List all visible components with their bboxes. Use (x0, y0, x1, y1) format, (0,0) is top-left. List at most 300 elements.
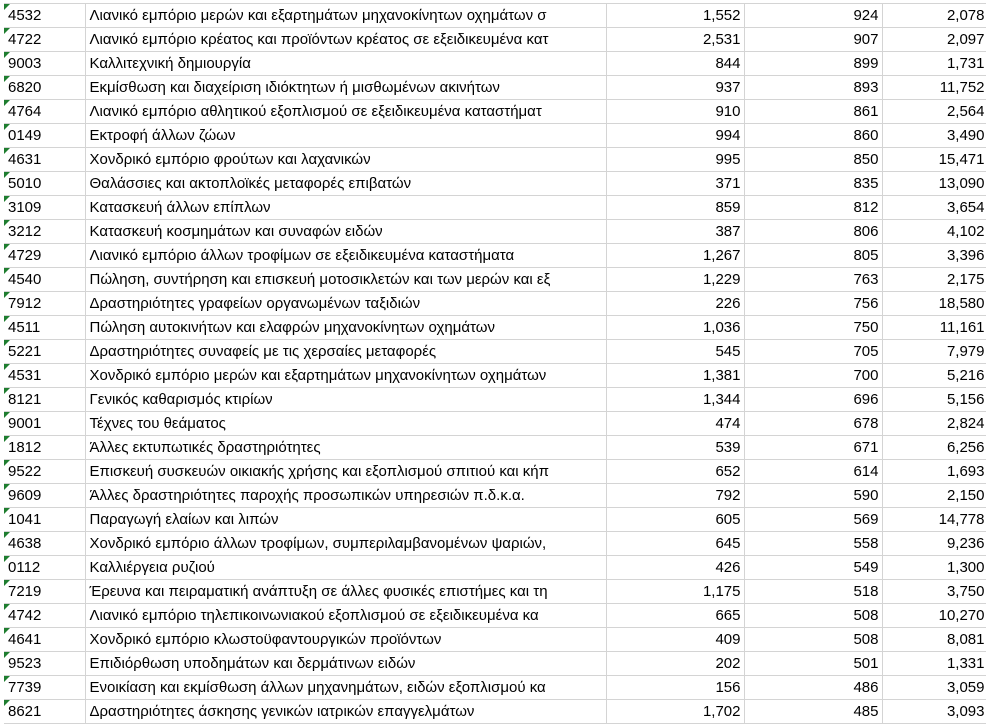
cell-activity-description[interactable] (85, 412, 606, 436)
table-row (4, 484, 986, 508)
cell-activity-code[interactable] (4, 4, 85, 28)
cell-text: 756 (853, 295, 879, 312)
number-stored-as-text-indicator-icon[interactable] (4, 76, 10, 82)
cell-value-a[interactable] (606, 100, 744, 124)
cell-text: 3,750 (946, 583, 985, 600)
cell-value-a[interactable] (606, 532, 744, 556)
cell-value-c[interactable] (882, 4, 986, 28)
cell-text: 1,229 (702, 271, 741, 288)
cell-activity-description[interactable] (85, 172, 606, 196)
cell-activity-description[interactable] (85, 484, 606, 508)
cell-text: 4729 (8, 247, 42, 264)
cell-text: Λιανικό εμπόριο μερών και εξαρτημάτων μηχανοκίνητων οχημάτων σ (89, 7, 547, 24)
cell-text: 4511 (8, 319, 41, 336)
cell-value-a[interactable] (606, 196, 744, 220)
cell-activity-code[interactable] (4, 580, 85, 604)
cell-text: 835 (853, 175, 879, 192)
cell-value-c[interactable] (882, 460, 986, 484)
table-row (4, 604, 986, 628)
cell-text: 1,702 (702, 703, 741, 720)
cell-activity-code[interactable] (4, 148, 85, 172)
cell-value-c[interactable] (882, 124, 986, 148)
table-row (4, 52, 986, 76)
cell-activity-code[interactable] (4, 52, 85, 76)
cell-text: 696 (853, 391, 879, 408)
cell-value-a[interactable] (606, 460, 744, 484)
table-row (4, 4, 986, 28)
cell-value-c[interactable] (882, 412, 986, 436)
cell-text: 8121 (8, 391, 42, 408)
cell-text: 18,580 (938, 295, 985, 312)
cell-value-a[interactable] (606, 268, 744, 292)
cell-text: 861 (853, 103, 879, 120)
cell-text: 14,778 (938, 511, 985, 528)
cell-text: 893 (853, 79, 879, 96)
cell-value-a[interactable] (606, 436, 744, 460)
cell-text: 0149 (8, 127, 42, 144)
number-stored-as-text-indicator-icon[interactable] (4, 340, 10, 346)
cell-text: 9,236 (946, 535, 985, 552)
cell-text: 7739 (8, 679, 42, 696)
number-stored-as-text-indicator-icon[interactable] (4, 196, 10, 202)
cell-value-c[interactable] (882, 508, 986, 532)
cell-value-a[interactable] (606, 484, 744, 508)
cell-value-c[interactable] (882, 556, 986, 580)
cell-value-b[interactable] (744, 76, 882, 100)
cell-value-b[interactable] (744, 4, 882, 28)
cell-value-c[interactable] (882, 340, 986, 364)
number-stored-as-text-indicator-icon[interactable] (4, 484, 10, 490)
table-row (4, 412, 986, 436)
cell-activity-code[interactable] (4, 292, 85, 316)
cell-text: Χονδρικό εμπόριο κλωστοϋφαντουργικών προϊόντων (89, 631, 442, 648)
cell-value-c[interactable] (882, 676, 986, 700)
cell-value-b[interactable] (744, 580, 882, 604)
number-stored-as-text-indicator-icon[interactable] (4, 700, 10, 706)
cell-value-b[interactable] (744, 340, 882, 364)
number-stored-as-text-indicator-icon[interactable] (4, 460, 10, 466)
cell-text: Έρευνα και πειραματική ανάπτυξη σε άλλες φυσικές επιστήμες και τη (89, 583, 548, 600)
cell-value-b[interactable] (744, 100, 882, 124)
cell-value-b[interactable] (744, 604, 882, 628)
cell-value-c[interactable] (882, 436, 986, 460)
cell-text: Δραστηριότητες γραφείων οργανωμένων ταξιδιών (89, 295, 421, 312)
cell-text: 387 (715, 223, 741, 240)
number-stored-as-text-indicator-icon[interactable] (4, 28, 10, 34)
cell-text: Λιανικό εμπόριο κρέατος και προϊόντων κρέατος σε εξειδικευμένα κατ (89, 31, 549, 48)
cell-text: 8621 (8, 703, 42, 720)
cell-text: 859 (715, 199, 741, 216)
cell-text: 11,752 (939, 79, 985, 96)
cell-activity-code[interactable] (4, 316, 85, 340)
cell-value-a[interactable] (606, 244, 744, 268)
cell-activity-code[interactable] (4, 76, 85, 100)
cell-activity-description[interactable] (85, 460, 606, 484)
cell-value-c[interactable] (882, 580, 986, 604)
cell-activity-description[interactable] (85, 340, 606, 364)
cell-text: 805 (853, 247, 879, 264)
cell-value-b[interactable] (744, 388, 882, 412)
cell-text: 4,102 (946, 223, 985, 240)
cell-activity-description[interactable] (85, 508, 606, 532)
cell-value-c[interactable] (882, 268, 986, 292)
cell-text: 5221 (8, 343, 42, 360)
cell-activity-description[interactable] (85, 76, 606, 100)
cell-text: Παραγωγή ελαίων και λιπών (89, 511, 279, 528)
cell-value-c[interactable] (882, 652, 986, 676)
cell-value-c[interactable] (882, 316, 986, 340)
cell-activity-code[interactable] (4, 436, 85, 460)
cell-value-a[interactable] (606, 316, 744, 340)
table-row (4, 28, 986, 52)
cell-value-a[interactable] (606, 4, 744, 28)
cell-value-b[interactable] (744, 148, 882, 172)
cell-activity-description[interactable] (85, 604, 606, 628)
number-stored-as-text-indicator-icon[interactable] (4, 652, 10, 658)
cell-value-c[interactable] (882, 700, 986, 724)
cell-text: 3,654 (946, 199, 985, 216)
cell-value-c[interactable] (882, 532, 986, 556)
cell-text: 3,490 (946, 127, 985, 144)
cell-text: 907 (853, 31, 879, 48)
cell-activity-code[interactable] (4, 268, 85, 292)
cell-text: Δραστηριότητες άσκησης γενικών ιατρικών επαγγελμάτων (89, 703, 475, 720)
number-stored-as-text-indicator-icon[interactable] (4, 292, 10, 298)
cell-value-a[interactable] (606, 700, 744, 724)
cell-text: Λιανικό εμπόριο τηλεπικοινωνιακού εξοπλισμού σε εξειδικευμένα κα (89, 607, 539, 624)
cell-value-c[interactable] (882, 292, 986, 316)
cell-value-a[interactable] (606, 388, 744, 412)
cell-text: 899 (853, 55, 879, 72)
cell-activity-description[interactable] (85, 700, 606, 724)
cell-activity-description[interactable] (85, 100, 606, 124)
cell-text: 4531 (8, 367, 42, 384)
cell-value-b[interactable] (744, 244, 882, 268)
cell-value-b[interactable] (744, 28, 882, 52)
cell-value-c[interactable] (882, 28, 986, 52)
cell-text: 700 (853, 367, 879, 384)
cell-text: 13,090 (938, 175, 985, 192)
number-stored-as-text-indicator-icon[interactable] (4, 364, 10, 370)
cell-value-b[interactable] (744, 364, 882, 388)
number-stored-as-text-indicator-icon[interactable] (4, 124, 10, 130)
cell-text: Χονδρικό εμπόριο φρούτων και λαχανικών (89, 151, 371, 168)
cell-activity-description[interactable] (85, 52, 606, 76)
cell-activity-code[interactable] (4, 700, 85, 724)
cell-text: 2,175 (946, 271, 985, 288)
number-stored-as-text-indicator-icon[interactable] (4, 532, 10, 538)
cell-text: Λιανικό εμπόριο άλλων τροφίμων σε εξειδικευμένα καταστήματα (89, 247, 515, 264)
cell-text: Εκτροφή άλλων ζώων (89, 127, 236, 144)
cell-text: 4742 (8, 607, 42, 624)
cell-value-b[interactable] (744, 316, 882, 340)
cell-value-b[interactable] (744, 196, 882, 220)
table-row (4, 388, 986, 412)
cell-text: 1,036 (702, 319, 741, 336)
cell-activity-description[interactable] (85, 124, 606, 148)
cell-activity-code[interactable] (4, 556, 85, 580)
cell-activity-code[interactable] (4, 676, 85, 700)
cell-text: 806 (853, 223, 879, 240)
cell-text: Γενικός καθαρισμός κτιρίων (89, 391, 273, 408)
cell-value-c[interactable] (882, 364, 986, 388)
number-stored-as-text-indicator-icon[interactable] (4, 388, 10, 394)
cell-activity-description[interactable] (85, 556, 606, 580)
cell-activity-description[interactable] (85, 196, 606, 220)
cell-activity-description[interactable] (85, 652, 606, 676)
cell-value-c[interactable] (882, 628, 986, 652)
cell-activity-code[interactable] (4, 412, 85, 436)
number-stored-as-text-indicator-icon[interactable] (4, 628, 10, 634)
table-row (4, 244, 986, 268)
cell-value-b[interactable] (744, 556, 882, 580)
cell-value-b[interactable] (744, 436, 882, 460)
cell-text: 518 (853, 583, 879, 600)
cell-text: Θαλάσσιες και ακτοπλοϊκές μεταφορές επιβατών (89, 175, 412, 192)
cell-value-a[interactable] (606, 580, 744, 604)
number-stored-as-text-indicator-icon[interactable] (4, 148, 10, 154)
number-stored-as-text-indicator-icon[interactable] (4, 52, 10, 58)
cell-text: 371 (715, 175, 741, 192)
table-row (4, 148, 986, 172)
cell-activity-code[interactable] (4, 28, 85, 52)
cell-text: 645 (715, 535, 741, 552)
cell-text: 3,093 (946, 703, 985, 720)
cell-text: 3,396 (946, 247, 985, 264)
cell-value-b[interactable] (744, 412, 882, 436)
cell-text: 508 (853, 631, 879, 648)
table-row (4, 340, 986, 364)
cell-text: 605 (715, 511, 741, 528)
number-stored-as-text-indicator-icon[interactable] (4, 172, 10, 178)
number-stored-as-text-indicator-icon[interactable] (4, 508, 10, 514)
cell-text: Τέχνες του θεάματος (89, 415, 226, 432)
table-row (4, 580, 986, 604)
cell-value-c[interactable] (882, 76, 986, 100)
cell-text: 0112 (8, 559, 41, 576)
cell-value-a[interactable] (606, 172, 744, 196)
cell-text: 1,267 (702, 247, 741, 264)
cell-text: 226 (715, 295, 741, 312)
cell-activity-description[interactable] (85, 364, 606, 388)
cell-value-a[interactable] (606, 148, 744, 172)
cell-value-c[interactable] (882, 172, 986, 196)
cell-value-a[interactable] (606, 220, 744, 244)
cell-value-a[interactable] (606, 28, 744, 52)
table-row (4, 508, 986, 532)
cell-text: 4764 (8, 103, 42, 120)
cell-text: 2,097 (946, 31, 985, 48)
cell-value-b[interactable] (744, 292, 882, 316)
cell-text: 426 (715, 559, 741, 576)
cell-activity-description[interactable] (85, 268, 606, 292)
cell-value-b[interactable] (744, 532, 882, 556)
cell-text: 4631 (8, 151, 42, 168)
cell-text: Καλλιτεχνική δημιουργία (89, 55, 251, 72)
cell-value-b[interactable] (744, 652, 882, 676)
table-row (4, 292, 986, 316)
cell-text: 9523 (8, 655, 42, 672)
cell-activity-code[interactable] (4, 604, 85, 628)
cell-text: 994 (715, 127, 741, 144)
table-row (4, 316, 986, 340)
number-stored-as-text-indicator-icon[interactable] (4, 676, 10, 682)
cell-text: 1,381 (702, 367, 741, 384)
cell-activity-code[interactable] (4, 532, 85, 556)
cell-activity-code[interactable] (4, 364, 85, 388)
number-stored-as-text-indicator-icon[interactable] (4, 4, 10, 10)
cell-activity-code[interactable] (4, 388, 85, 412)
cell-value-a[interactable] (606, 76, 744, 100)
cell-text: 486 (853, 679, 879, 696)
table-row (4, 532, 986, 556)
cell-value-a[interactable] (606, 604, 744, 628)
cell-text: Δραστηριότητες συναφείς με τις χερσαίες μεταφορές (89, 343, 437, 360)
cell-activity-code[interactable] (4, 340, 85, 364)
cell-text: Εκμίσθωση και διαχείριση ιδιόκτητων ή μισθωμένων ακινήτων (89, 79, 500, 96)
cell-value-b[interactable] (744, 460, 882, 484)
cell-value-a[interactable] (606, 364, 744, 388)
number-stored-as-text-indicator-icon[interactable] (4, 412, 10, 418)
cell-activity-description[interactable] (85, 436, 606, 460)
number-stored-as-text-indicator-icon[interactable] (4, 604, 10, 610)
cell-text: Πώληση, συντήρηση και επισκευή μοτοσικλετών και των μερών και εξ (89, 271, 551, 288)
table-row (4, 268, 986, 292)
table-row (4, 700, 986, 724)
cell-value-a[interactable] (606, 412, 744, 436)
cell-text: 910 (715, 103, 741, 120)
number-stored-as-text-indicator-icon[interactable] (4, 220, 10, 226)
cell-activity-code[interactable] (4, 244, 85, 268)
cell-value-b[interactable] (744, 172, 882, 196)
number-stored-as-text-indicator-icon[interactable] (4, 316, 10, 322)
cell-activity-description[interactable] (85, 388, 606, 412)
cell-activity-description[interactable] (85, 316, 606, 340)
cell-value-b[interactable] (744, 676, 882, 700)
cell-text: 1,331 (946, 655, 985, 672)
cell-activity-code[interactable] (4, 628, 85, 652)
cell-text: 474 (715, 415, 741, 432)
number-stored-as-text-indicator-icon[interactable] (4, 580, 10, 586)
cell-activity-code[interactable] (4, 196, 85, 220)
cell-text: Χονδρικό εμπόριο μερών και εξαρτημάτων μηχανοκίνητων οχημάτων (89, 367, 547, 384)
cell-text: 549 (853, 559, 879, 576)
number-stored-as-text-indicator-icon[interactable] (4, 268, 10, 274)
cell-text: Κατασκευή άλλων επίπλων (89, 199, 271, 216)
table-row (4, 76, 986, 100)
cell-activity-code[interactable] (4, 652, 85, 676)
table-row (4, 676, 986, 700)
cell-text: 2,564 (946, 103, 985, 120)
cell-value-a[interactable] (606, 628, 744, 652)
number-stored-as-text-indicator-icon[interactable] (4, 244, 10, 250)
cell-text: 937 (715, 79, 741, 96)
cell-activity-description[interactable] (85, 628, 606, 652)
cell-value-b[interactable] (744, 628, 882, 652)
cell-value-c[interactable] (882, 148, 986, 172)
cell-activity-code[interactable] (4, 220, 85, 244)
cell-activity-description[interactable] (85, 244, 606, 268)
cell-value-a[interactable] (606, 340, 744, 364)
cell-text: Καλλιέργεια ρυζιού (89, 559, 215, 576)
cell-value-a[interactable] (606, 676, 744, 700)
cell-value-a[interactable] (606, 124, 744, 148)
cell-text: Κατασκευή κοσμημάτων και συναφών ειδών (89, 223, 383, 240)
cell-value-b[interactable] (744, 124, 882, 148)
cell-value-c[interactable] (882, 388, 986, 412)
number-stored-as-text-indicator-icon[interactable] (4, 100, 10, 106)
cell-text: Χονδρικό εμπόριο άλλων τροφίμων, συμπεριλαμβανομένων ψαριών, (89, 535, 547, 552)
cell-activity-code[interactable] (4, 100, 85, 124)
cell-value-b[interactable] (744, 52, 882, 76)
cell-text: 678 (853, 415, 879, 432)
cell-value-b[interactable] (744, 268, 882, 292)
cell-value-b[interactable] (744, 220, 882, 244)
number-stored-as-text-indicator-icon[interactable] (4, 556, 10, 562)
cell-value-a[interactable] (606, 556, 744, 580)
cell-activity-code[interactable] (4, 124, 85, 148)
cell-activity-description[interactable] (85, 580, 606, 604)
cell-activity-code[interactable] (4, 508, 85, 532)
cell-text: 9609 (8, 487, 42, 504)
cell-value-c[interactable] (882, 244, 986, 268)
cell-activity-description[interactable] (85, 292, 606, 316)
cell-value-a[interactable] (606, 652, 744, 676)
cell-value-c[interactable] (882, 100, 986, 124)
cell-value-b[interactable] (744, 484, 882, 508)
table-row (4, 628, 986, 652)
cell-value-a[interactable] (606, 508, 744, 532)
cell-text: 7912 (8, 295, 42, 312)
cell-value-c[interactable] (882, 220, 986, 244)
cell-activity-description[interactable] (85, 676, 606, 700)
cell-value-a[interactable] (606, 52, 744, 76)
cell-text: 1,552 (702, 7, 741, 24)
cell-text: 558 (853, 535, 879, 552)
cell-text: Άλλες δραστηριότητες παροχής προσωπικών υπηρεσιών π.δ.κ.α. (89, 487, 525, 504)
cell-activity-code[interactable] (4, 172, 85, 196)
cell-value-c[interactable] (882, 484, 986, 508)
cell-value-b[interactable] (744, 508, 882, 532)
cell-text: 9522 (8, 463, 42, 480)
cell-text: 5010 (8, 175, 42, 192)
cell-text: 3,059 (946, 679, 985, 696)
table-row (4, 364, 986, 388)
cell-text: Άλλες εκτυπωτικές δραστηριότητες (89, 439, 321, 456)
table-row (4, 556, 986, 580)
cell-value-b[interactable] (744, 700, 882, 724)
cell-text: 10,270 (938, 607, 985, 624)
cell-activity-description[interactable] (85, 532, 606, 556)
cell-activity-description[interactable] (85, 4, 606, 28)
cell-text: 850 (853, 151, 879, 168)
cell-value-c[interactable] (882, 52, 986, 76)
cell-value-a[interactable] (606, 292, 744, 316)
cell-value-c[interactable] (882, 604, 986, 628)
cell-text: Επιδιόρθωση υποδημάτων και δερμάτινων ειδών (89, 655, 416, 672)
cell-activity-description[interactable] (85, 220, 606, 244)
cell-text: 11,161 (939, 319, 985, 336)
cell-value-c[interactable] (882, 196, 986, 220)
number-stored-as-text-indicator-icon[interactable] (4, 436, 10, 442)
cell-text: 6,256 (946, 439, 985, 456)
cell-activity-code[interactable] (4, 460, 85, 484)
cell-activity-description[interactable] (85, 28, 606, 52)
cell-text: 5,156 (946, 391, 985, 408)
cell-activity-code[interactable] (4, 484, 85, 508)
cell-activity-description[interactable] (85, 148, 606, 172)
cell-text: 569 (853, 511, 879, 528)
